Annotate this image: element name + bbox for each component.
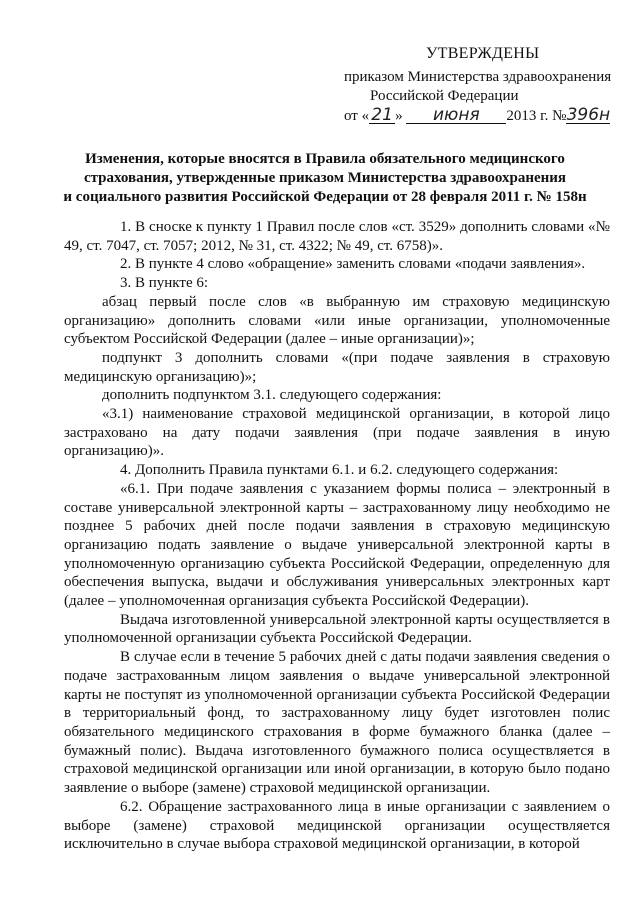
paragraph-item-2: 2. В пункте 4 слово «обращение» заменить словами «подачи заявления». xyxy=(120,256,586,273)
handwritten-day: 21 xyxy=(369,108,395,124)
date-prefix: от « xyxy=(344,108,370,124)
title-line-1: Изменения, которые вносятся в Правила обязательного медицинского xyxy=(85,151,565,167)
handwritten-order-number: 396н xyxy=(566,105,611,125)
paragraph-item-6-1: «6.1. При подаче заявления с указанием формы полиса – электронный в составе универсальной электронной карты – застрахованному лицу необходимо не позднее 5 рабочих дней после подачи заявления в страховую медицинскую организацию подать заявление о выдаче универсальной электронной карты в уполномоченную организацию субъекта Российской Федерации, определенную для обеспечения выпуска, выдачи и обслуживания универсальных электронных карт (далее – уполномоченная организация субъекта Российской Федерации). xyxy=(64,480,610,610)
approval-order-line: приказом Министерства здравоохранения xyxy=(344,69,612,85)
approval-country-line: Российской Федерации xyxy=(370,88,519,104)
paragraph-item-6-2: 6.2. Обращение застрахованного лица в иные организации с заявлением о выборе (замене) страховой медицинской организации осуществляется исключительно в случае выбора страховой медицинской организации, в которой xyxy=(64,798,610,853)
paragraph-item-1: 1. В сноске к пункту 1 Правил после слов «ст. 3529» дополнить словами «№ 49, ст. 7047, ст. 7057; 2012, № 31, ст. 4322; № 49, ст. 6758)». xyxy=(64,219,610,254)
paragraph-paper-policy: В случае если в течение 5 рабочих дней с даты подачи заявления сведения о подаче застрахованным лицом заявления о выдаче универсальной электронной карты не поступят из уполномоченной организации субъекта Российской Федерации в территориальный фонд, то застрахованному лицу будет изготовлен полис обязательного медицинского страхования в форме бумажного бланка (далее – бумажный полис). Выдача изготовленного бумажного полиса осуществляется в страховой медицинской организации или иной организации, в которую было подано заявление о выборе (замене) страховой медицинской организации. xyxy=(64,649,610,797)
paragraph-item-4: 4. Дополнить Правила пунктами 6.1. и 6.2. следующего содержания: xyxy=(120,462,559,479)
approval-date-line xyxy=(344,107,610,126)
handwritten-month: июня xyxy=(406,108,506,124)
paragraph-item-3-add: дополнить подпунктом 3.1. следующего содержания: xyxy=(102,387,442,404)
paragraph-item-3-abzac: абзац первый после слов «в выбранную им страховую медицинскую организацию» дополнить словами «или иные организации, уполномоченные субъектом Российской Федерации (далее – иные организации)»; xyxy=(64,293,610,348)
paragraph-card-issue: Выдача изготовленной универсальной электронной карты осуществляется в уполномоченной организации субъекта Российской Федерации. xyxy=(64,611,610,647)
paragraph-item-3-subitem-3: подпункт 3 дополнить словами «(при подаче заявления в страховую медицинскую организацию)»; xyxy=(64,349,610,385)
approval-heading: УТВЕРЖДЕНЫ xyxy=(426,45,540,62)
title-line-3: и социального развития Российской Федерации от 28 февраля 2011 г. № 158н xyxy=(63,189,587,205)
date-day-suffix: » xyxy=(395,108,403,124)
title-line-2: страхования, утвержденные приказом Министерства здравоохранения xyxy=(83,170,567,186)
paragraph-item-3: 3. В пункте 6: xyxy=(120,275,209,292)
document-body xyxy=(64,218,610,854)
document-title xyxy=(40,150,610,207)
paragraph-item-3-1: «3.1) наименование страховой медицинской организации, в которой лицо застраховано на дату подачи заявления (при подаче заявления в иную организацию)». xyxy=(64,406,610,460)
date-year: 2013 г. № xyxy=(506,108,567,124)
